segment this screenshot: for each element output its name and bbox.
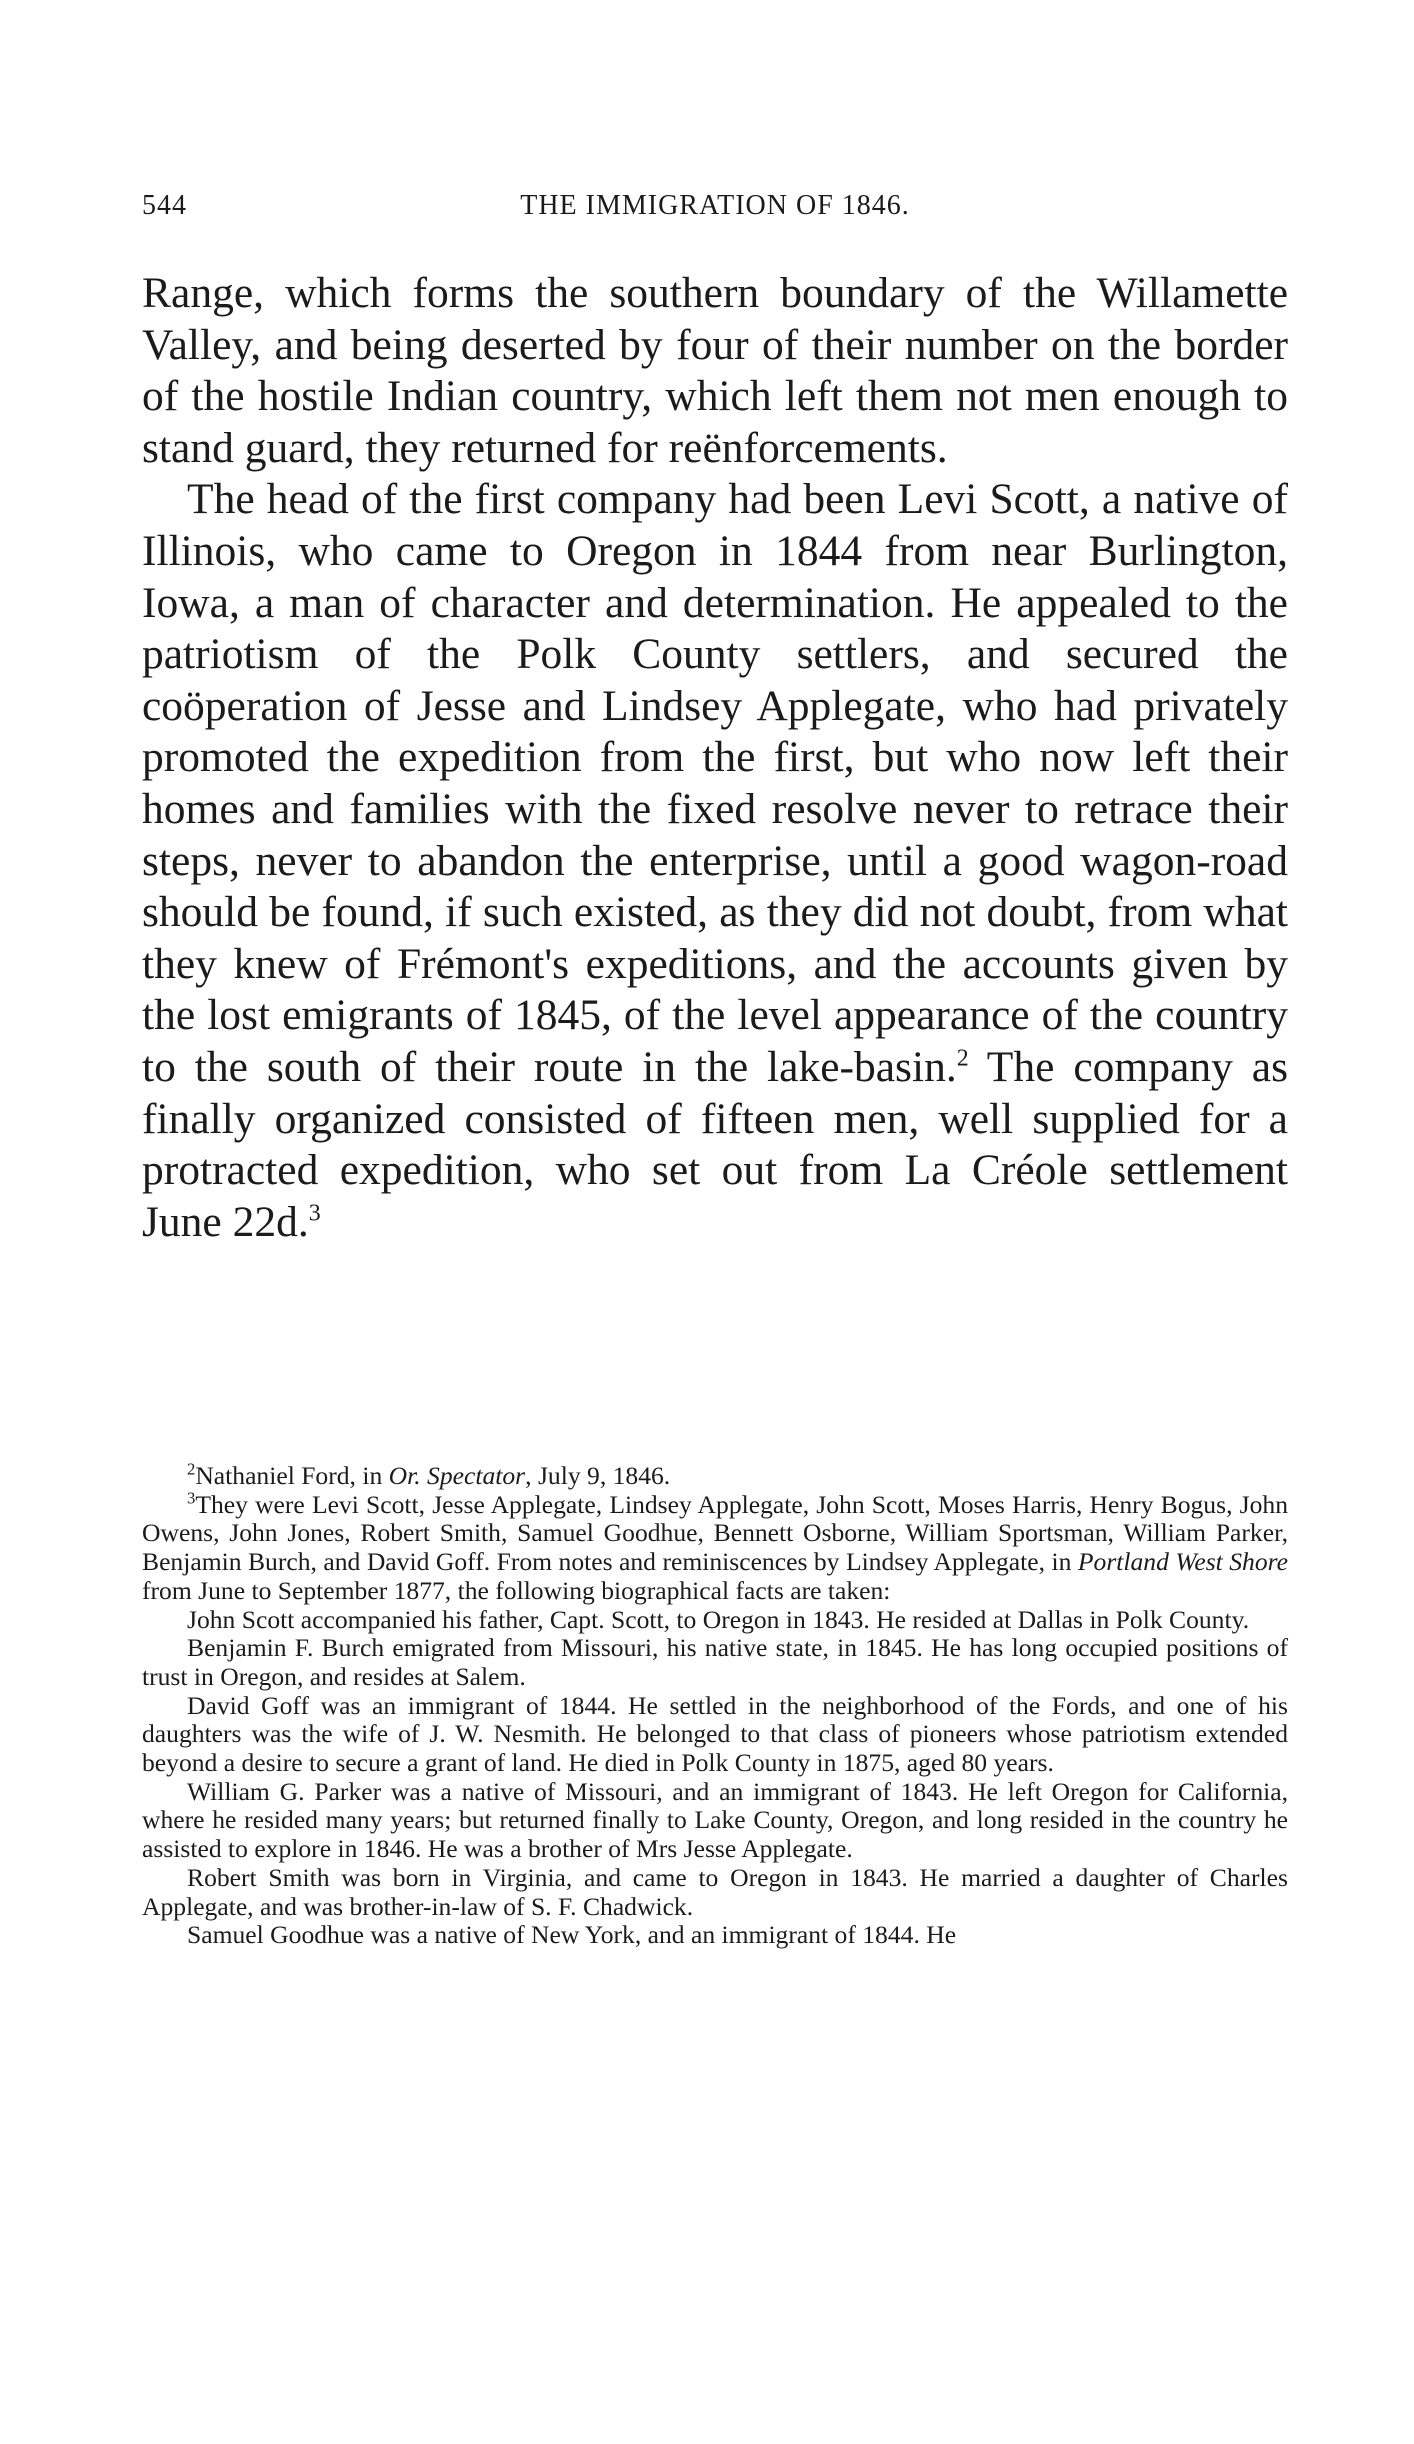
paragraph-continuation: Range, which forms the southern boundary of the Willamette Valley, and being deserted by four of their number on the border of the hostile Indian country, which left them not men enough to stand guard, they returned for reënforcements. <box>142 269 1288 472</box>
bio-samuel-goodhue: Samuel Goodhue was a native of New York, and an immigrant of 1844. He <box>187 1920 957 1950</box>
footnote-text: They were Levi Scott, Jesse Applegate, Lindsey Applegate, John Scott, Moses Harris, Henry Bogus, John Owens, John Jones, Robert Smith, Samuel Goodhue, Bennett Osborne, William Sportsman, William Parker, Benjamin Burch, and David Goff. From notes and reminiscences by Lindsey Applegate, in <box>142 1489 1288 1577</box>
footnote-2 <box>142 1459 1288 1491</box>
footnote-marker: 2 <box>187 1459 196 1479</box>
running-header <box>142 190 1288 230</box>
footnote-marker: 3 <box>187 1488 196 1508</box>
footnotes <box>142 1459 1288 1950</box>
page-number: 544 <box>142 190 187 221</box>
bio-robert-smith: Robert Smith was born in Virginia, and came to Oregon in 1843. He married a daughter of Charles Applegate, and was brother-in-law of S. F. Chadwick. <box>142 1862 1288 1921</box>
footnote-text: from June to September 1877, the following biographical facts are taken: <box>142 1575 891 1605</box>
paragraph-levi-scott <box>142 474 1288 1248</box>
footnote-source: Portland West Shore <box>1077 1547 1288 1577</box>
footnote-3 <box>142 1488 1288 1606</box>
footnote-text: , July 9, 1846. <box>525 1461 671 1490</box>
bio-benjamin-burch: Benjamin F. Burch emigrated from Missouri, his native state, in 1845. He has long occupied positions of trust in Oregon, and resides at Salem. <box>142 1633 1288 1691</box>
bio-david-goff: David Goff was an immigrant of 1844. He settled in the neighborhood of the Fords, and one of his daughters was the wife of J. W. Nesmith. He belonged to that class of pioneers whose patriotism extended beyond a desire to secure a grant of land. He died in Polk County in 1875, aged 80 years. <box>142 1690 1288 1778</box>
running-title: THE IMMIGRATION OF 1846. <box>520 190 910 221</box>
footnote-source: Or. Spectator <box>388 1461 526 1490</box>
footnote-text: Nathaniel Ford, in <box>195 1461 389 1490</box>
footnote-ref-3: 3 <box>308 1200 321 1227</box>
footnote-ref-2: 2 <box>956 1045 969 1072</box>
bio-william-parker: William G. Parker was a native of Missouri, and an immigrant of 1843. He left Oregon for California, where he resided many years; but returned finally to Lake County, Oregon, and long resided in the country he assisted to explore in 1846. He was a brother of Mrs Jesse Applegate. <box>142 1776 1288 1864</box>
bio-john-scott: John Scott accompanied his father, Capt. Scott, to Oregon in 1843. He resided at Dallas in Polk County. <box>187 1604 1250 1634</box>
paragraph-text-b: The company as finally organized consisted of fifteen men, well supplied for a protracted expedition, who set out from La Créole settlement June 22d. <box>142 1042 1289 1246</box>
main-text <box>142 268 1288 1248</box>
paragraph-text-a: The head of the first company had been Levi Scott, a native of Illinois, who came to Oregon in 1844 from near Burlington, Iowa, a man of character and determination. He appealed to the patriotism of the Polk County settlers, and secured the coöperation of Jesse and Lindsey Applegate, who had privately promoted the expedition from the first, but who now left their homes and families with the fixed resolve never to retrace their steps, never to abandon the enterprise, until a good wagon-road should be found, if such existed, as they did not doubt, from what they knew of Frémont's expeditions, and the accounts given by the lost emigrants of 1845, of the level appearance of the country to the south of their route in the lake-basin. <box>142 475 1288 1091</box>
